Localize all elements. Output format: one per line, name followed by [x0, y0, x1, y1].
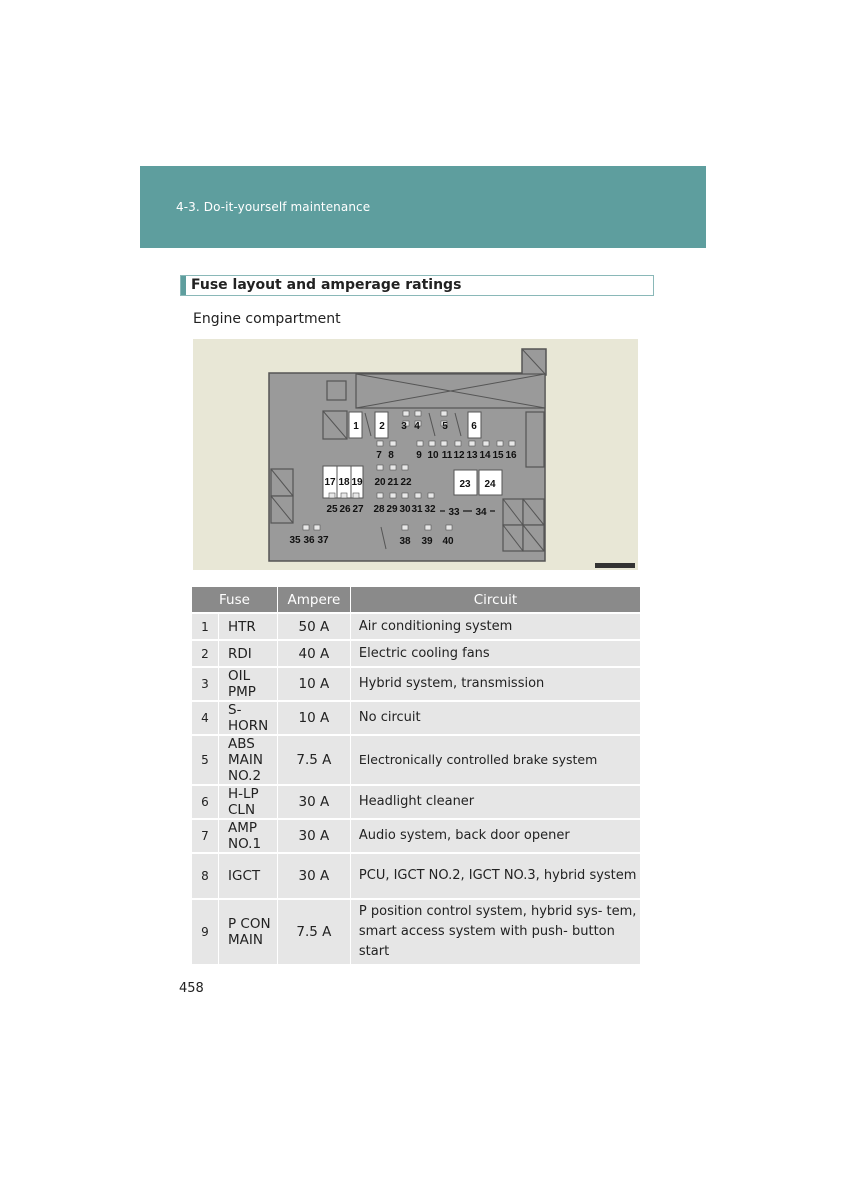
fuse-circuit: Hybrid system, transmission	[350, 667, 640, 701]
fuse-box-diagram	[193, 339, 638, 570]
fuse-label-5: 5	[442, 421, 448, 432]
fuse-label-32: 32	[424, 504, 436, 515]
fuse-label-14: 14	[479, 450, 491, 461]
table-row	[192, 899, 640, 964]
fuse-table	[192, 587, 640, 964]
diagram-code-strip	[595, 563, 635, 568]
fuse-label-29: 29	[386, 504, 398, 515]
table-row	[192, 785, 640, 819]
fuse-label-12: 12	[453, 450, 465, 461]
row-number: 6	[192, 785, 219, 819]
header-circuit: Circuit	[350, 587, 640, 613]
fuse-label-21: 21	[387, 477, 399, 488]
fuse-circuit: Air conditioning system	[350, 613, 640, 640]
section-title: 4-3. Do-it-yourself maintenance	[176, 200, 371, 214]
fuse-circuit: Electronically controlled brake system	[350, 735, 640, 785]
small-square	[327, 381, 346, 400]
fuse-label-16: 16	[505, 450, 517, 461]
fuse-ampere: 10 A	[277, 701, 350, 735]
fuse-box-svg	[193, 339, 638, 570]
fuse-ampere: 50 A	[277, 613, 350, 640]
fuse-circuit: Electric cooling fans	[350, 640, 640, 667]
fuse-label-31: 31	[411, 504, 423, 515]
fuse-label-2: 2	[379, 421, 385, 432]
fuse-label-17: 17	[324, 477, 336, 488]
topic-title-box	[180, 275, 654, 296]
fuse-label-34: 34	[475, 507, 487, 518]
fuse-name: RDI	[219, 640, 278, 667]
right-slot	[526, 412, 544, 467]
row-number: 9	[192, 899, 219, 964]
fuse-label-37: 37	[317, 535, 329, 546]
fuse-name: HTR	[219, 613, 278, 640]
fuse-ampere: 30 A	[277, 853, 350, 899]
fuse-label-9: 9	[416, 450, 422, 461]
fuse-label-28: 28	[373, 504, 385, 515]
row-number: 5	[192, 735, 219, 785]
fuse-circuit: No circuit	[350, 701, 640, 735]
fuse-label-8: 8	[388, 450, 394, 461]
table-row	[192, 735, 640, 785]
table-row	[192, 613, 640, 640]
fuse-label-19: 19	[351, 477, 363, 488]
subheading: Engine compartment	[193, 311, 341, 327]
fuse-label-36: 36	[303, 535, 315, 546]
fuse-circuit: PCU, IGCT NO.2, IGCT NO.3, hybrid system	[350, 853, 640, 899]
table-header-row	[192, 587, 640, 613]
header-fuse: Fuse	[192, 587, 277, 613]
fuse-label-7: 7	[376, 450, 382, 461]
table-row	[192, 853, 640, 899]
fuse-label-15: 15	[492, 450, 504, 461]
fuse-label-39: 39	[421, 536, 433, 547]
fuse-label-6: 6	[471, 421, 477, 432]
title-accent-bar	[181, 276, 186, 295]
topic-title: Fuse layout and amperage ratings	[191, 277, 462, 293]
fuse-label-23: 23	[459, 479, 471, 490]
fuse-label-10: 10	[427, 450, 439, 461]
header-ampere: Ampere	[277, 587, 350, 613]
fuse-ampere: 7.5 A	[277, 899, 350, 964]
fuse-name: H-LP CLN	[219, 785, 278, 819]
fuse-ampere: 7.5 A	[277, 735, 350, 785]
fuse-label-26: 26	[339, 504, 351, 515]
fuse-label-24: 24	[484, 479, 496, 490]
fuse-label-1: 1	[353, 421, 359, 432]
row-number: 7	[192, 819, 219, 853]
fuse-label-38: 38	[399, 536, 411, 547]
fuse-ampere: 30 A	[277, 819, 350, 853]
fuse-name: OIL PMP	[219, 667, 278, 701]
table-row	[192, 667, 640, 701]
page-number: 458	[179, 981, 204, 996]
table-row	[192, 640, 640, 667]
fuse-name: AMP NO.1	[219, 819, 278, 853]
row-number: 2	[192, 640, 219, 667]
fuse-label-33: 33	[448, 507, 460, 518]
row-number: 3	[192, 667, 219, 701]
fuse-circuit: Headlight cleaner	[350, 785, 640, 819]
fuse-name: IGCT	[219, 853, 278, 899]
fuse-label-22: 22	[400, 477, 412, 488]
fuse-label-25: 25	[326, 504, 338, 515]
table-row	[192, 819, 640, 853]
fuse-label-40: 40	[442, 536, 454, 547]
fuse-label-20: 20	[374, 477, 386, 488]
section-header-band	[140, 166, 706, 248]
table-row	[192, 701, 640, 735]
fuse-name: P CON MAIN	[219, 899, 278, 964]
fuse-label-4: 4	[414, 421, 420, 432]
fuse-ampere: 40 A	[277, 640, 350, 667]
fuse-circuit: P position control system, hybrid sys- tem, smart access system with push- button start	[350, 899, 640, 964]
fuse-label-18: 18	[338, 477, 350, 488]
fuse-label-13: 13	[466, 450, 478, 461]
fuse-label-27: 27	[352, 504, 364, 515]
fuse-label-30: 30	[399, 504, 411, 515]
fuse-label-35: 35	[289, 535, 301, 546]
fuse-name: S-HORN	[219, 701, 278, 735]
row-number: 1	[192, 613, 219, 640]
fuse-ampere: 30 A	[277, 785, 350, 819]
fuse-ampere: 10 A	[277, 667, 350, 701]
row-number: 4	[192, 701, 219, 735]
row-number: 8	[192, 853, 219, 899]
fuse-name: ABS MAIN NO.2	[219, 735, 278, 785]
fuse-label-11: 11	[441, 450, 453, 461]
fuse-label-3: 3	[401, 421, 407, 432]
fuse-circuit: Audio system, back door opener	[350, 819, 640, 853]
